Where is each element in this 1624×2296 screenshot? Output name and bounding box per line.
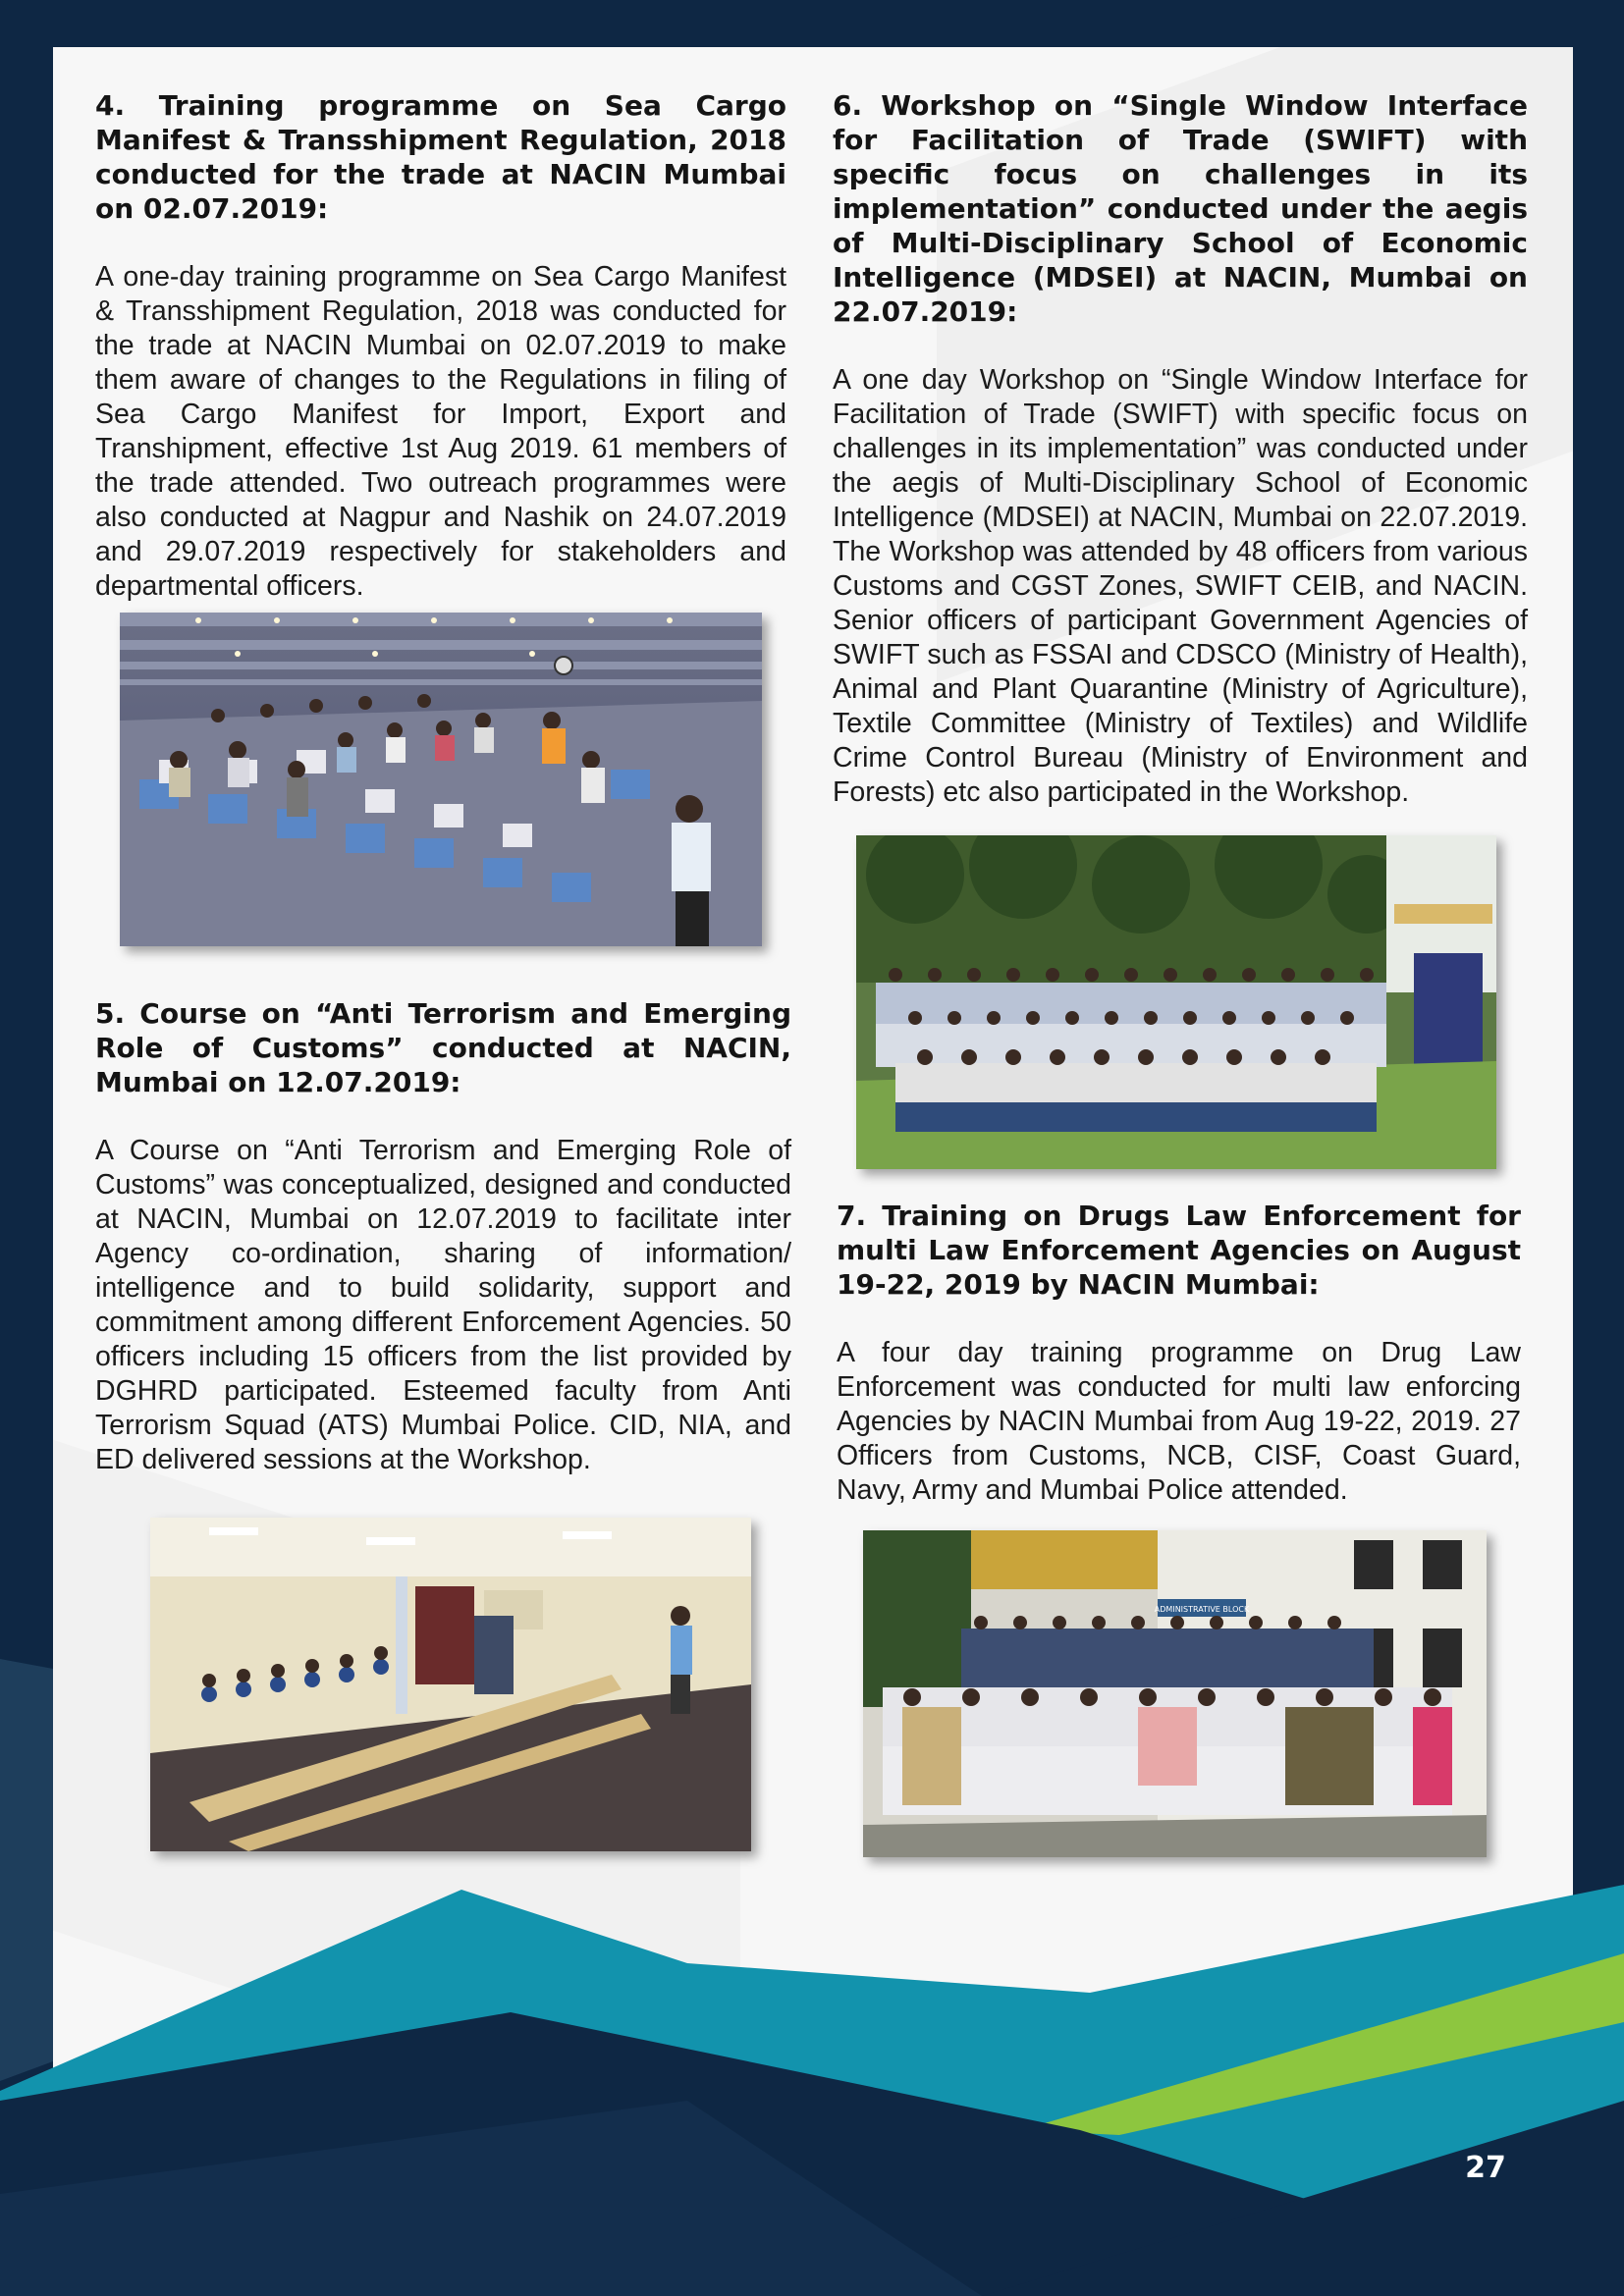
page-number: 27 — [1465, 2151, 1506, 2185]
section-4-body: A one-day training programme on Sea Cargo Manifest & Transshipment Regulation, 2018 was conducted for the trade at NACIN Mumbai on 02.07.2019 to make them aware of changes to the Regulations in filing of Sea Cargo Manifest for Import, Export and Transhipment, effective 1st Aug 2019. 61 members of the trade attended. Two outreach programmes were also conducted at Nagpur and Nashik on 24.07.2019 and 29.07.2019 respectively for stakeholders and departmental officers. — [95, 261, 786, 602]
section-6-heading: 6. Workshop on “Single Window Interface for Facilitation of Trade (SWIFT) with specific focus on challenges in its implementation” conducted under the aegis of Multi-Disciplinary School of Economic Intelligence (MDSEI) at NACIN, Mumbai on 22.07.2019: — [833, 89, 1528, 328]
section-5-heading: 5. Course on “Anti Terrorism and Emerging Role of Customs” conducted at NACIN, Mumbai on 12.07.2019: — [95, 997, 791, 1098]
section-6-body: A one day Workshop on “Single Window Interface for Facilitation of Trade (SWIFT) with specific focus on challenges in its implementation” was conducted under the aegis of Multi-Disciplinary School of Economic Intelligence (MDSEI) at NACIN, Mumbai on 22.07.2019. The Workshop was attended by 48 officers from various Customs and CGST Zones, SWIFT CEIB, and NACIN. Senior officers of participant Government Agencies of SWIFT such as FSSAI and CDSCO (Ministry of Health), Animal and Plant Quarantine (Ministry of Agriculture), Textile Committee (Ministry of Textiles) and Wildlife Crime Control Bureau (Ministry of Environment and Forests) etc also participated in the Workshop. — [833, 364, 1528, 808]
section-5-body: A Course on “Anti Terrorism and Emerging Role of Customs” was conceptualized, designed and conducted at NACIN, Mumbai on 12.07.2019 to facilitate inter Agency co-ordination, sharing of information/ intelligence and to build solidarity, support and commitment among different Enforcement Agencies. 50 officers including 15 officers from the list provided by DGHRD participated. Esteemed faculty from Anti Terrorism Squad (ATS) Mumbai Police. CID, NIA, and ED delivered sessions at the Workshop. — [95, 1135, 791, 1475]
section-4-heading: 4. Training programme on Sea Cargo Manifest & Transshipment Regulation, 2018 conducted for the trade at NACIN Mumbai on 02.07.2019: — [95, 89, 786, 225]
section-7-body: A four day training programme on Drug Law Enforcement was conducted for multi law enforcing Agencies by NACIN Mumbai from Aug 19-22, 2019. 27 Officers from Customs, NCB, CISF, Coast Guard, Navy, Army and Mumbai Police attended. — [837, 1337, 1521, 1506]
section-7-heading: 7. Training on Drugs Law Enforcement for multi Law Enforcement Agencies on August 19-22, 2019 by NACIN Mumbai: — [837, 1200, 1521, 1301]
building-sign: ADMINISTRATIVE BLOCK — [1154, 1605, 1250, 1614]
